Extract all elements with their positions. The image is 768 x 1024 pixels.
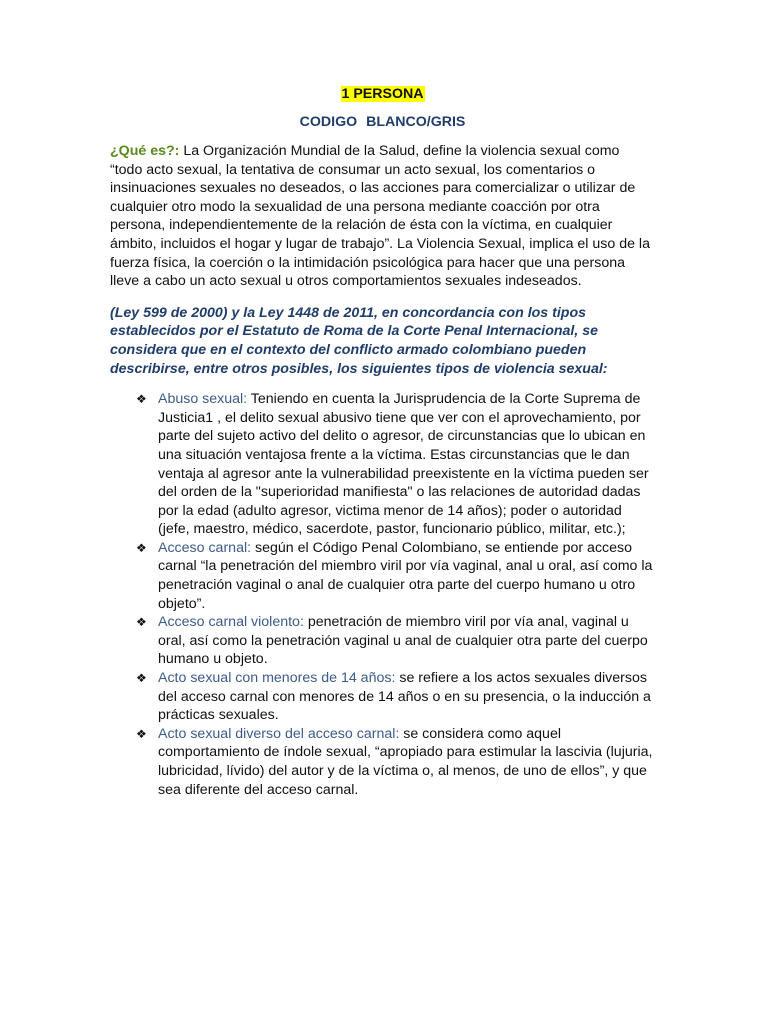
list-item-text: penetración de miembro viril por vía anal, vaginal u oral, así como la penetración vaginal u anal de cualquier otra parte del cuerpo humano u objeto. (158, 614, 648, 668)
list-item-term: Acceso carnal: (158, 539, 252, 556)
list-item-text: se refiere a los actos sexuales diversos del acceso carnal con menores de 14 años o en su presencia, o la inducción a prácticas sexuales. (158, 670, 651, 724)
heading-codigo: CODIGO BLANCO/GRIS (299, 114, 466, 130)
list-item-abuso-sexual (110, 390, 655, 539)
list-item-term: Abuso sexual: (158, 391, 248, 408)
list-item-text: se considera como aquel comportamiento de índole sexual, “apropiado para estimular la lascivia (lujuria, lubricidad, lívido) del autor y de la víctima o, al menos, de uno de ellos”, y que sea diferente del acceso carnal. (158, 725, 653, 798)
list-item-acceso-carnal-violento (110, 613, 655, 669)
document-page (110, 84, 655, 799)
list-item-acceso-carnal (110, 539, 655, 613)
heading-persona (110, 84, 655, 104)
list-item-text: según el Código Penal Colombiano, se entiende por acceso carnal “la penetración del miembro viril por vía vaginal, anal u oral, así como la penetración vaginal o anal de cualquier otra parte del cuerpo humano u otro objeto”. (158, 539, 653, 612)
list-item-term: Acto sexual diverso del acceso carnal: (158, 725, 400, 742)
list-item-term: Acceso carnal violento: (158, 614, 304, 631)
law-paragraph: (Ley 599 de 2000) y la Ley 1448 de 2011, en concordancia con los tipos establecidos por el Estatuto de Roma de la Corte Penal Internacional, se considera que en el contexto del conflicto armado colombiano pueden describirse, entre otros posibles, los siguientes tipos de violencia sexual: (110, 304, 608, 377)
intro-paragraph (110, 142, 655, 291)
intro-question: ¿Qué es?: (110, 143, 180, 159)
intro-text: La Organización Mundial de la Salud, define la violencia sexual como “todo acto sexual, la tentativa de consumar un acto sexual, los comentarios o insinuaciones sexuales no deseados, o las acciones para comercializar o utilizar de cualquier otro modo la sexualidad de una persona mediante coacción por otra persona, independientemente de la relación de ésta con la víctima, en cualquier ámbito, incluidos el hogar y lugar de trabajo”. La Violencia Sexual, implica el uso de la fuerza física, la coerción o la intimidación psicológica para hacer que una persona lleve a cabo un acto sexual u otros comportamientos sexuales indeseados. (110, 143, 650, 290)
list-item-acto-menores (110, 669, 655, 725)
list-item-text: Teniendo en cuenta la Jurisprudencia de la Corte Suprema de Justicia1 , el delito sexual abusivo tiene que ver con el aprovechamiento, por parte del sujeto activo del delito o agresor, de circunstancias que lo ubican en una situación ventajosa frente a la víctima. Estas circunstancias que le dan ventaja al agresor ante la vulnerabilidad preexistente en la víctima pueden ser del orden de la "superioridad manifiesta" o las relaciones de autoridad dadas por la edad (adulto agresor, victima menor de 14 años); poder o autoridad (jefe, maestro, médico, sacerdote, pastor, funcionario público, militar, etc.); (158, 391, 649, 538)
diamond-bullet-icon: ❖ (136, 615, 147, 630)
diamond-bullet-icon: ❖ (136, 671, 147, 686)
violence-types-list (110, 390, 655, 799)
diamond-bullet-icon: ❖ (136, 540, 147, 555)
diamond-bullet-icon: ❖ (136, 726, 147, 741)
diamond-bullet-icon: ❖ (136, 392, 147, 407)
heading-persona-highlight: 1 PERSONA (341, 86, 424, 102)
list-item-acto-diverso (110, 725, 655, 799)
list-item-term: Acto sexual con menores de 14 años: (158, 670, 396, 687)
